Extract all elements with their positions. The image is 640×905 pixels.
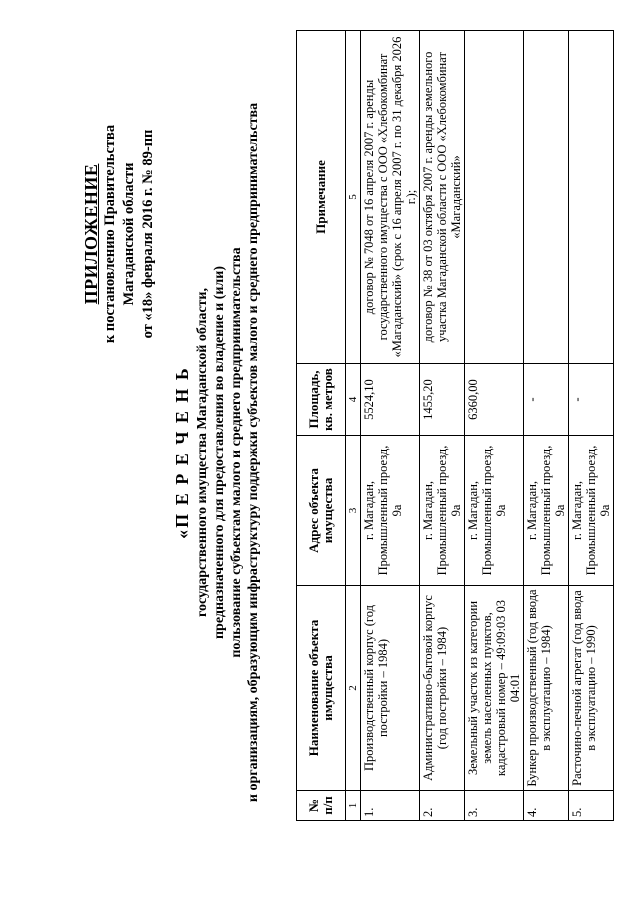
title-line-4: и организациям, образующим инфраструктуру поддержки субъектов малого и среднего предпринимательства [246,102,261,803]
header-area: Площадь, кв. метров [297,364,346,436]
col-number: 2 [346,586,361,791]
row-number: 1. [361,791,420,821]
appendix-line-3: от «18» февраля 2016 г. № 89-пп [140,129,156,339]
object-area: - [524,364,569,436]
object-area: 5524,10 [361,364,420,436]
row-number: 5. [569,791,614,821]
object-note [524,31,569,364]
title-line-1: государственного имущества Магаданской области, [195,287,210,618]
object-address: г. Магадан, Промышленный проезд, 9а [569,436,614,586]
object-area: 6360,00 [465,364,524,436]
object-name: Земельный участок из категории земель населенных пунктов, кадастровый номер – 49:09:03 03 04:01 [465,586,524,791]
title-main: «П Е Р Е Ч Е Н Ь [172,366,192,539]
object-address: г. Магадан, Промышленный проезд, 9а [420,436,465,586]
object-address: г. Магадан, Промышленный проезд, 9а [465,436,524,586]
table-row [361,31,420,821]
title-line-2: предназначенного для предоставления во владение и (или) [212,265,227,640]
object-name: Бункер производственный (год ввода в эксплуатацию – 1984) [524,586,569,791]
appendix-heading: ПРИЛОЖЕНИЕ [81,163,101,305]
object-address: г. Магадан, Промышленный проезд, 9а [361,436,420,586]
col-number: 5 [346,31,361,364]
row-number: 4. [524,791,569,821]
property-table [296,30,614,821]
row-number: 3. [465,791,524,821]
appendix-block [82,84,158,384]
header-no: № п/п [297,791,346,821]
object-address: г. Магадан, Промышленный проезд, 9а [524,436,569,586]
title-line-3: пользование субъектам малого и среднего предпринимательства [229,247,244,658]
object-name: Производственный корпус (год постройки – 1984) [361,586,420,791]
object-area: 1455,20 [420,364,465,436]
object-note [465,31,524,364]
object-name: Расточино-печной агрегат (год ввода в эксплуатацию – 1990) [569,586,614,791]
table-row [524,31,569,821]
table-row [569,31,614,821]
col-number: 4 [346,364,361,436]
table-row [420,31,465,821]
header-name: Наименование объекта имущества [297,586,346,791]
appendix-line-2: Магаданской области [121,162,137,306]
object-note: договор № 7048 от 16 апреля 2007 г. аренды государственного имущества с ООО «Хлебокомбинат «Магаданский» (срок с 16 апреля 2007 г. по 31 декабря 2026 г.); [361,31,420,364]
table-header-row [297,31,346,821]
document-title [170,0,262,905]
col-number: 1 [346,791,361,821]
object-area: - [569,364,614,436]
col-number: 3 [346,436,361,586]
header-address: Адрес объекта имущества [297,436,346,586]
object-name: Административно-бытовой корпус (год постройки – 1984) [420,586,465,791]
appendix-line-1: к постановлению Правительства [102,124,118,344]
object-note [569,31,614,364]
row-number: 2. [420,791,465,821]
object-note: договор № 38 от 03 октября 2007 г. аренды земельного участка Магаданской области с ООО «Хлебокомбинат «Магаданский» [420,31,465,364]
column-number-row [346,31,361,821]
header-note: Примечание [297,31,346,364]
table-row [465,31,524,821]
